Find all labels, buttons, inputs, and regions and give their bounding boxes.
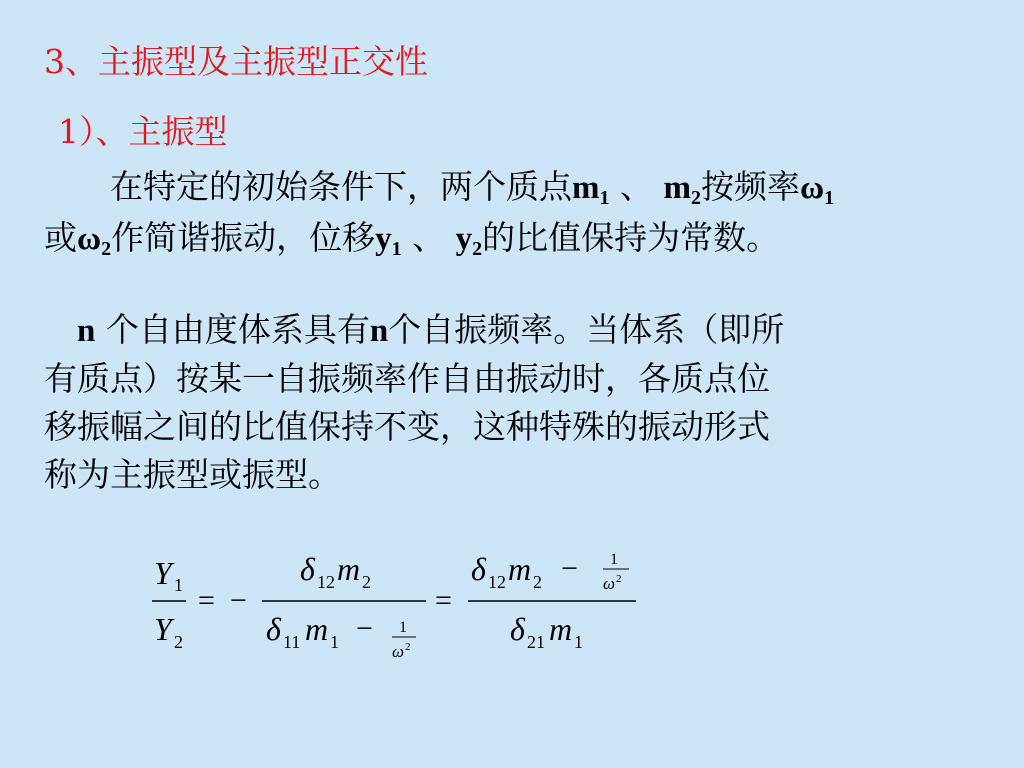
lhs-denominator: Y: [154, 611, 172, 647]
f2-small-omega-sup: 2: [405, 641, 411, 653]
dof-n: n: [77, 313, 96, 349]
disp-y1: $y_1$: [375, 221, 402, 260]
p1-text-c: 或: [44, 218, 77, 257]
p1-text-b: 按频率: [700, 167, 800, 206]
f3-num-m-sub: 2: [533, 572, 542, 592]
f3-num-minus: −: [561, 552, 578, 585]
f2-num-m-sub: 2: [362, 572, 371, 592]
f2-num-delta: δ: [300, 551, 315, 587]
p1-sep-a: 、: [609, 167, 664, 206]
f3-den-delta-sub: 21: [527, 632, 545, 652]
f2-num-m: m: [337, 551, 361, 587]
p1-text-a: 在特定的初始条件下，两个质点: [110, 167, 572, 206]
f2-den-m: m: [305, 611, 329, 647]
f3-num-delta-sub: 12: [488, 572, 506, 592]
f3-num-m: m: [508, 551, 532, 587]
f2-small-one: 1: [399, 619, 407, 636]
lhs-numerator: Y: [154, 555, 172, 591]
f2-num-delta-sub: 12: [317, 572, 335, 592]
disp-y2: $y_2$: [455, 221, 483, 260]
p1-text-e: 的比值保持为常数。: [482, 218, 780, 257]
p1-text-d: 作简谐振动，位移: [111, 218, 376, 257]
paragraph2-line4: 称为主振型或振型。: [44, 455, 341, 494]
f2-den-m-sub: 1: [330, 632, 339, 652]
lhs-denominator-sub: 2: [174, 632, 183, 652]
equals-2: =: [435, 584, 452, 617]
lhs-numerator-sub: 1: [174, 575, 183, 595]
omega-2: $\omega_2$: [77, 221, 112, 260]
mass-m2: $m_2$: [663, 170, 701, 209]
f3-den-m-sub: 1: [574, 632, 583, 652]
paragraph1-line1: [44, 162, 834, 213]
p2-text-b: 个自振频率。当体系（即所: [388, 310, 785, 349]
p2-text-a: 个自由度体系具有: [95, 310, 370, 349]
paragraph-definition: [44, 162, 834, 264]
mode-shape-formula: [148, 540, 648, 670]
paragraph2-line3: 移振幅之间的比值保持不变，这种特殊的振动形式: [44, 407, 770, 446]
section-heading: 3、主振型及主振型正交性: [44, 42, 428, 81]
f3-small-one: 1: [610, 551, 618, 568]
freq-n: n: [369, 313, 389, 349]
f2-den-minus: −: [356, 612, 373, 645]
p1-sep-b: 、: [401, 218, 456, 257]
f3-den-delta: δ: [510, 611, 525, 647]
f3-small-omega: ω: [603, 574, 616, 593]
paragraph2-line1: [44, 306, 784, 355]
f2-small-omega: ω: [392, 642, 405, 661]
paragraph1-line2: [44, 213, 834, 264]
f3-num-delta: δ: [471, 551, 486, 587]
f2-den-delta-sub: 11: [283, 632, 301, 652]
f2-den-delta: δ: [266, 611, 281, 647]
formula-svg: [148, 540, 648, 670]
mass-m1: $m_1$: [572, 170, 610, 209]
omega-1: $\omega_1$: [799, 170, 835, 209]
equals-1: =: [198, 584, 215, 617]
minus-sign: −: [230, 584, 247, 617]
f3-small-omega-sup: 2: [616, 573, 622, 585]
subsection-heading: 1）、主振型: [58, 112, 228, 151]
paragraph-mode-shape: [44, 306, 784, 499]
paragraph2-line2: 有质点）按某一自振频率作自由振动时，各质点位: [44, 359, 770, 398]
f3-den-m: m: [549, 611, 573, 647]
